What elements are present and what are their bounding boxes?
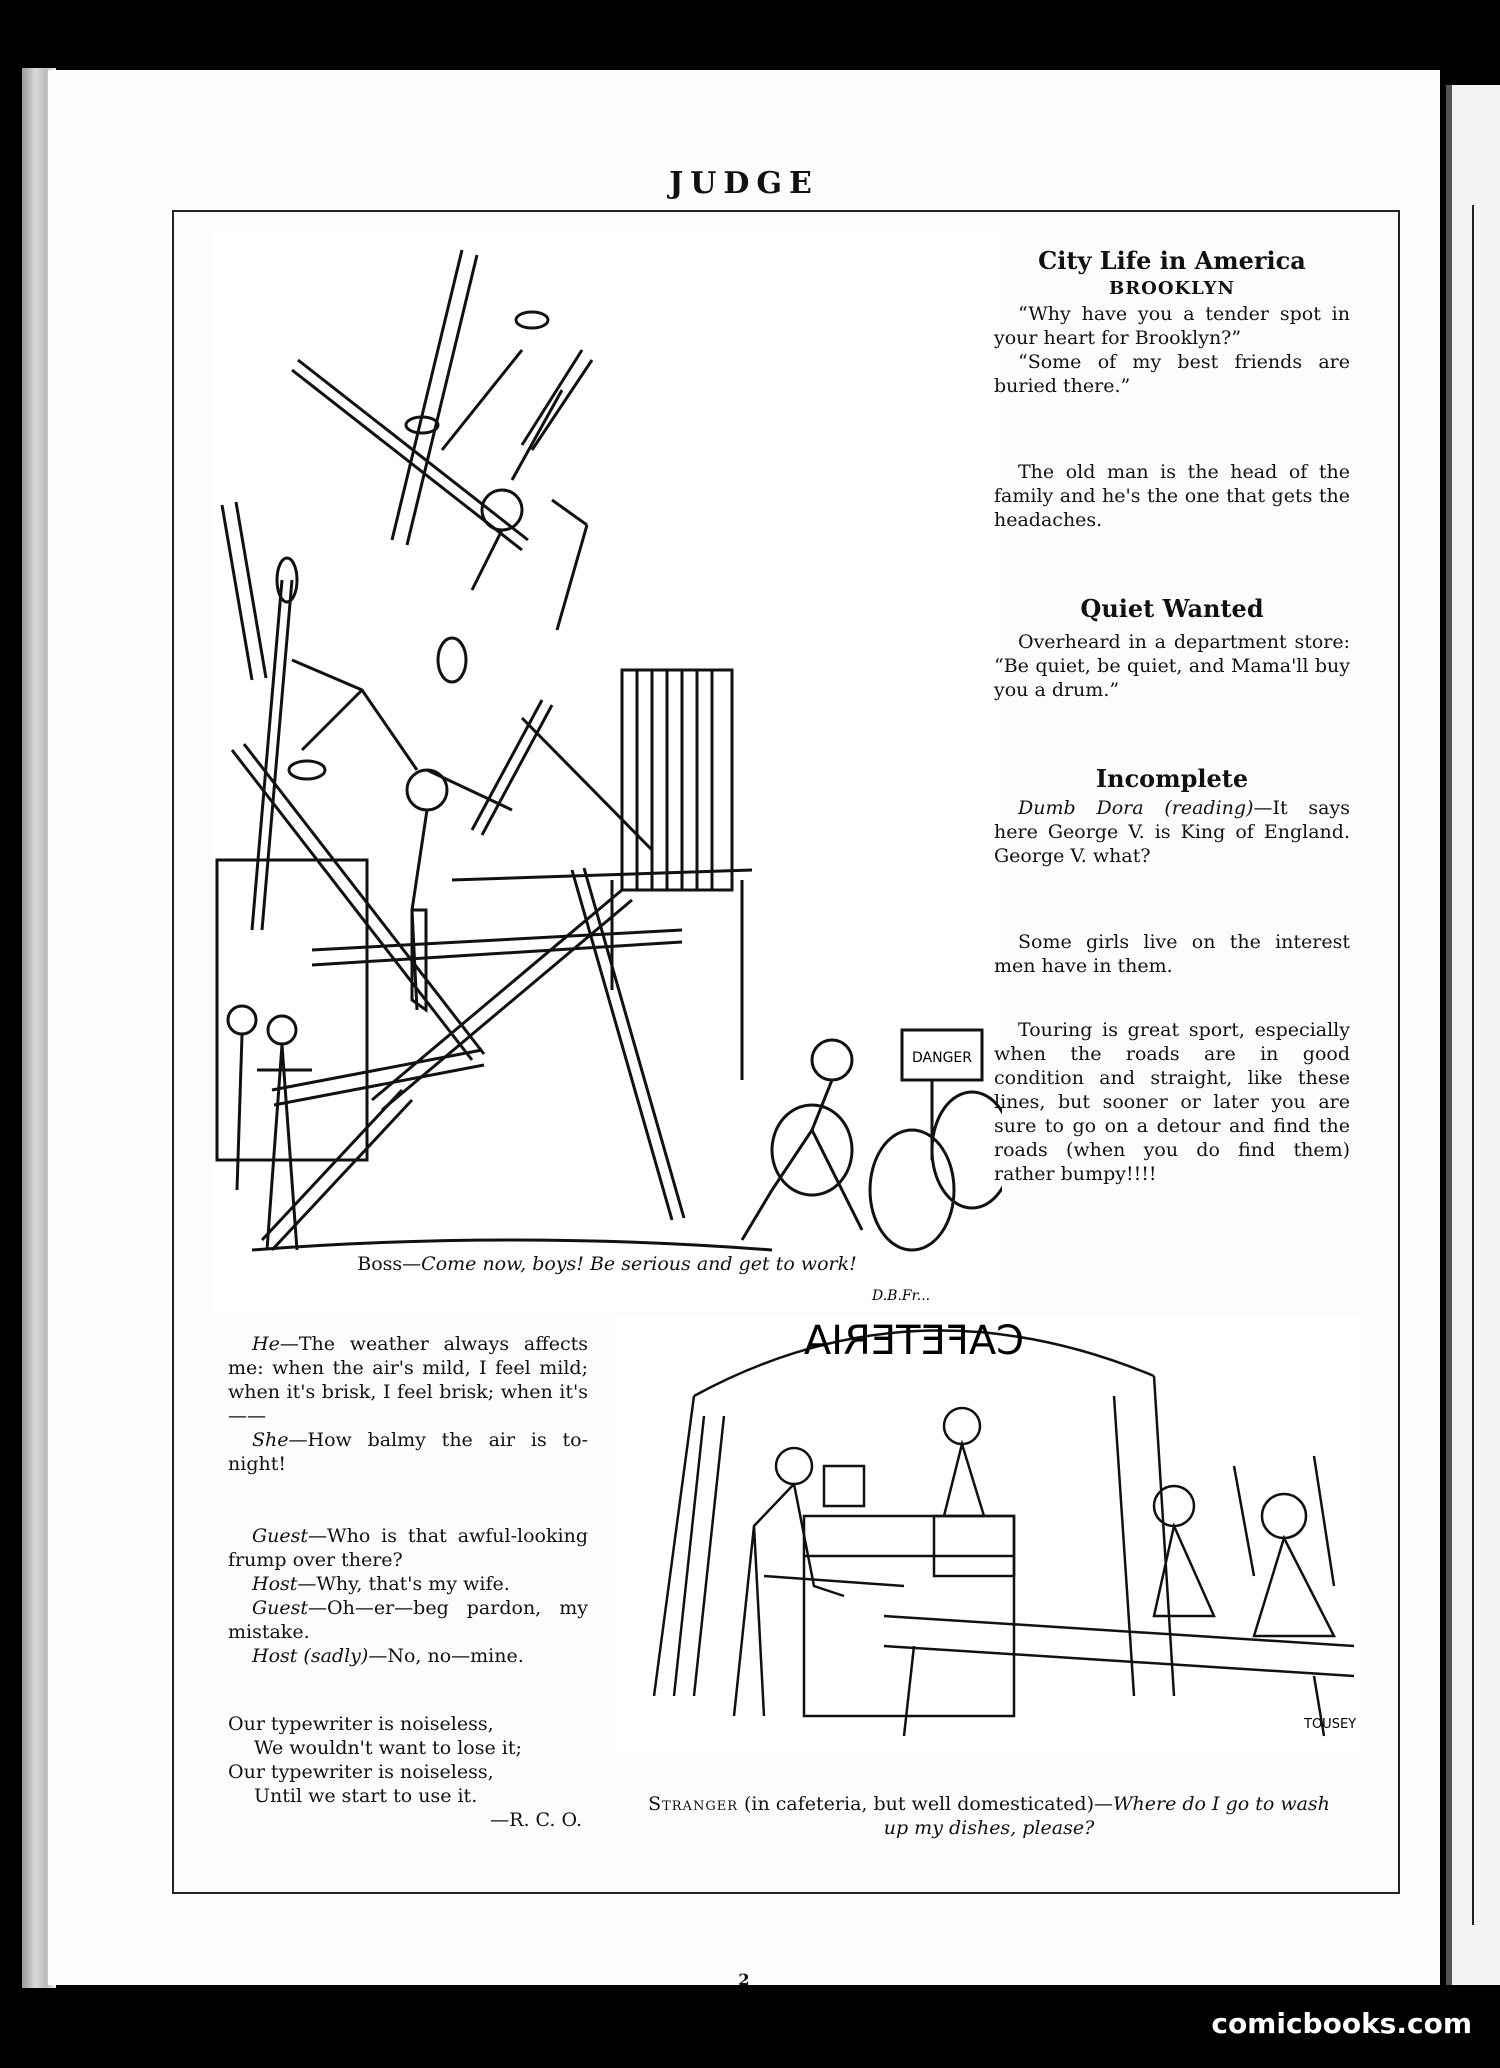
page-number: 2: [738, 1970, 750, 1989]
top-cartoon-caption: [212, 1252, 1002, 1276]
magazine-page: [48, 70, 1440, 1989]
dialogue-guest-2-label: Guest: [252, 1597, 309, 1619]
caption-text: Come now, boys! Be serious and get to work!: [421, 1253, 857, 1275]
dialogue-host-1: [228, 1572, 588, 1596]
typewriter-poem: [228, 1712, 588, 1832]
section-subtitle-brooklyn: BROOKLYN: [1109, 278, 1235, 299]
joke-dumb-dora-speaker: Dumb Dora (reading): [1018, 797, 1254, 819]
joke-department-store: Overheard in a department store: “Be quiet, be quiet, and Mama'll buy you a drum.”: [994, 631, 1350, 701]
dialogue-guest-2-text: —Oh—er—beg pardon, my mistake.: [228, 1597, 588, 1643]
dialogue-she: [228, 1428, 588, 1476]
dialogue-guest-1-text: —Who is that awful-looking frump over there?: [228, 1525, 588, 1571]
cartoonist-signature: D.B.Fr...: [872, 1288, 931, 1304]
dialogue-he: [228, 1332, 588, 1428]
masthead: JUDGE: [669, 166, 819, 201]
dialogue-host-2-text: —No, no—mine.: [368, 1645, 524, 1667]
caption-stranger: Stranger: [648, 1793, 738, 1815]
dialogue-host-2-label: Host (sadly): [252, 1645, 369, 1667]
poem-line-2: We wouldn't want to lose it;: [254, 1737, 522, 1759]
cafeteria-signature: TOUSEY: [1304, 1717, 1357, 1732]
joke-touring: Touring is great sport, especially when the roads are in good condition and straight, like these lines, but sooner or later you are sure to go on a detour and find the roads (when you do find them) rather bumpy!!!!: [994, 1019, 1350, 1185]
joke-brooklyn-question: “Why have you a tender spot in your heart for Brooklyn?”: [994, 303, 1350, 349]
dialogue-guest-1: [228, 1524, 588, 1572]
right-text-column: [994, 246, 1350, 1186]
dialogue-he-label: He: [252, 1333, 280, 1355]
dialogue-she-label: She: [252, 1429, 289, 1451]
joke-some-girls: Some girls live on the interest men have in them.: [994, 931, 1350, 977]
left-text-column: [228, 1332, 588, 1832]
joke-dumb-dora-text: —It says here George V. is King of England. George V. what?: [994, 797, 1350, 867]
dialogue-guest-2: [228, 1596, 588, 1644]
dialogue-host-1-text: —Why, that's my wife.: [297, 1573, 510, 1595]
construction-cartoon-drawing: [212, 230, 1002, 1310]
caption-speaker: Boss—: [357, 1253, 422, 1275]
poem-line-3: Our typewriter is noiseless,: [228, 1761, 494, 1783]
cafeteria-sign-text: CAFETERIA: [803, 1318, 1025, 1364]
joke-old-man: The old man is the head of the family and he's the one that gets the headaches.: [994, 461, 1350, 531]
dialogue-he-text: —The weather always affects me: when the air's mild, I feel mild; when it's brisk, I feel brisk; when it's——: [228, 1333, 588, 1427]
cafeteria-cartoon: [614, 1316, 1360, 1750]
source-watermark: comicbooks.com: [1211, 2007, 1472, 2040]
caption-stranger-line: Where do I go to wash up my dishes, please?: [883, 1793, 1330, 1839]
dialogue-host-2: [228, 1644, 588, 1668]
construction-cartoon: [212, 230, 1002, 1310]
danger-sign-text: DANGER: [911, 1050, 973, 1066]
next-page-edge: [1446, 85, 1500, 1985]
cafeteria-cartoon-drawing: [614, 1316, 1360, 1750]
section-title-quiet-wanted: Quiet Wanted: [1080, 594, 1264, 623]
bottom-cartoon-caption: [644, 1792, 1334, 1840]
caption-stranger-mid: (in cafeteria, but well domesticated)—: [737, 1793, 1114, 1815]
dialogue-host-1-label: Host: [252, 1573, 298, 1595]
dialogue-guest-1-label: Guest: [252, 1525, 309, 1547]
section-title-incomplete: Incomplete: [1095, 764, 1249, 793]
joke-brooklyn-answer: “Some of my best friends are buried there.”: [994, 351, 1350, 397]
poem-author: —R. C. O.: [490, 1809, 582, 1831]
joke-dumb-dora: [994, 796, 1350, 868]
section-title-city-life: City Life in America: [1038, 246, 1306, 275]
dialogue-she-text: —How balmy the air is to-night!: [228, 1429, 588, 1475]
poem-line-4: Until we start to use it.: [254, 1785, 478, 1807]
poem-line-1: Our typewriter is noiseless,: [228, 1713, 494, 1735]
